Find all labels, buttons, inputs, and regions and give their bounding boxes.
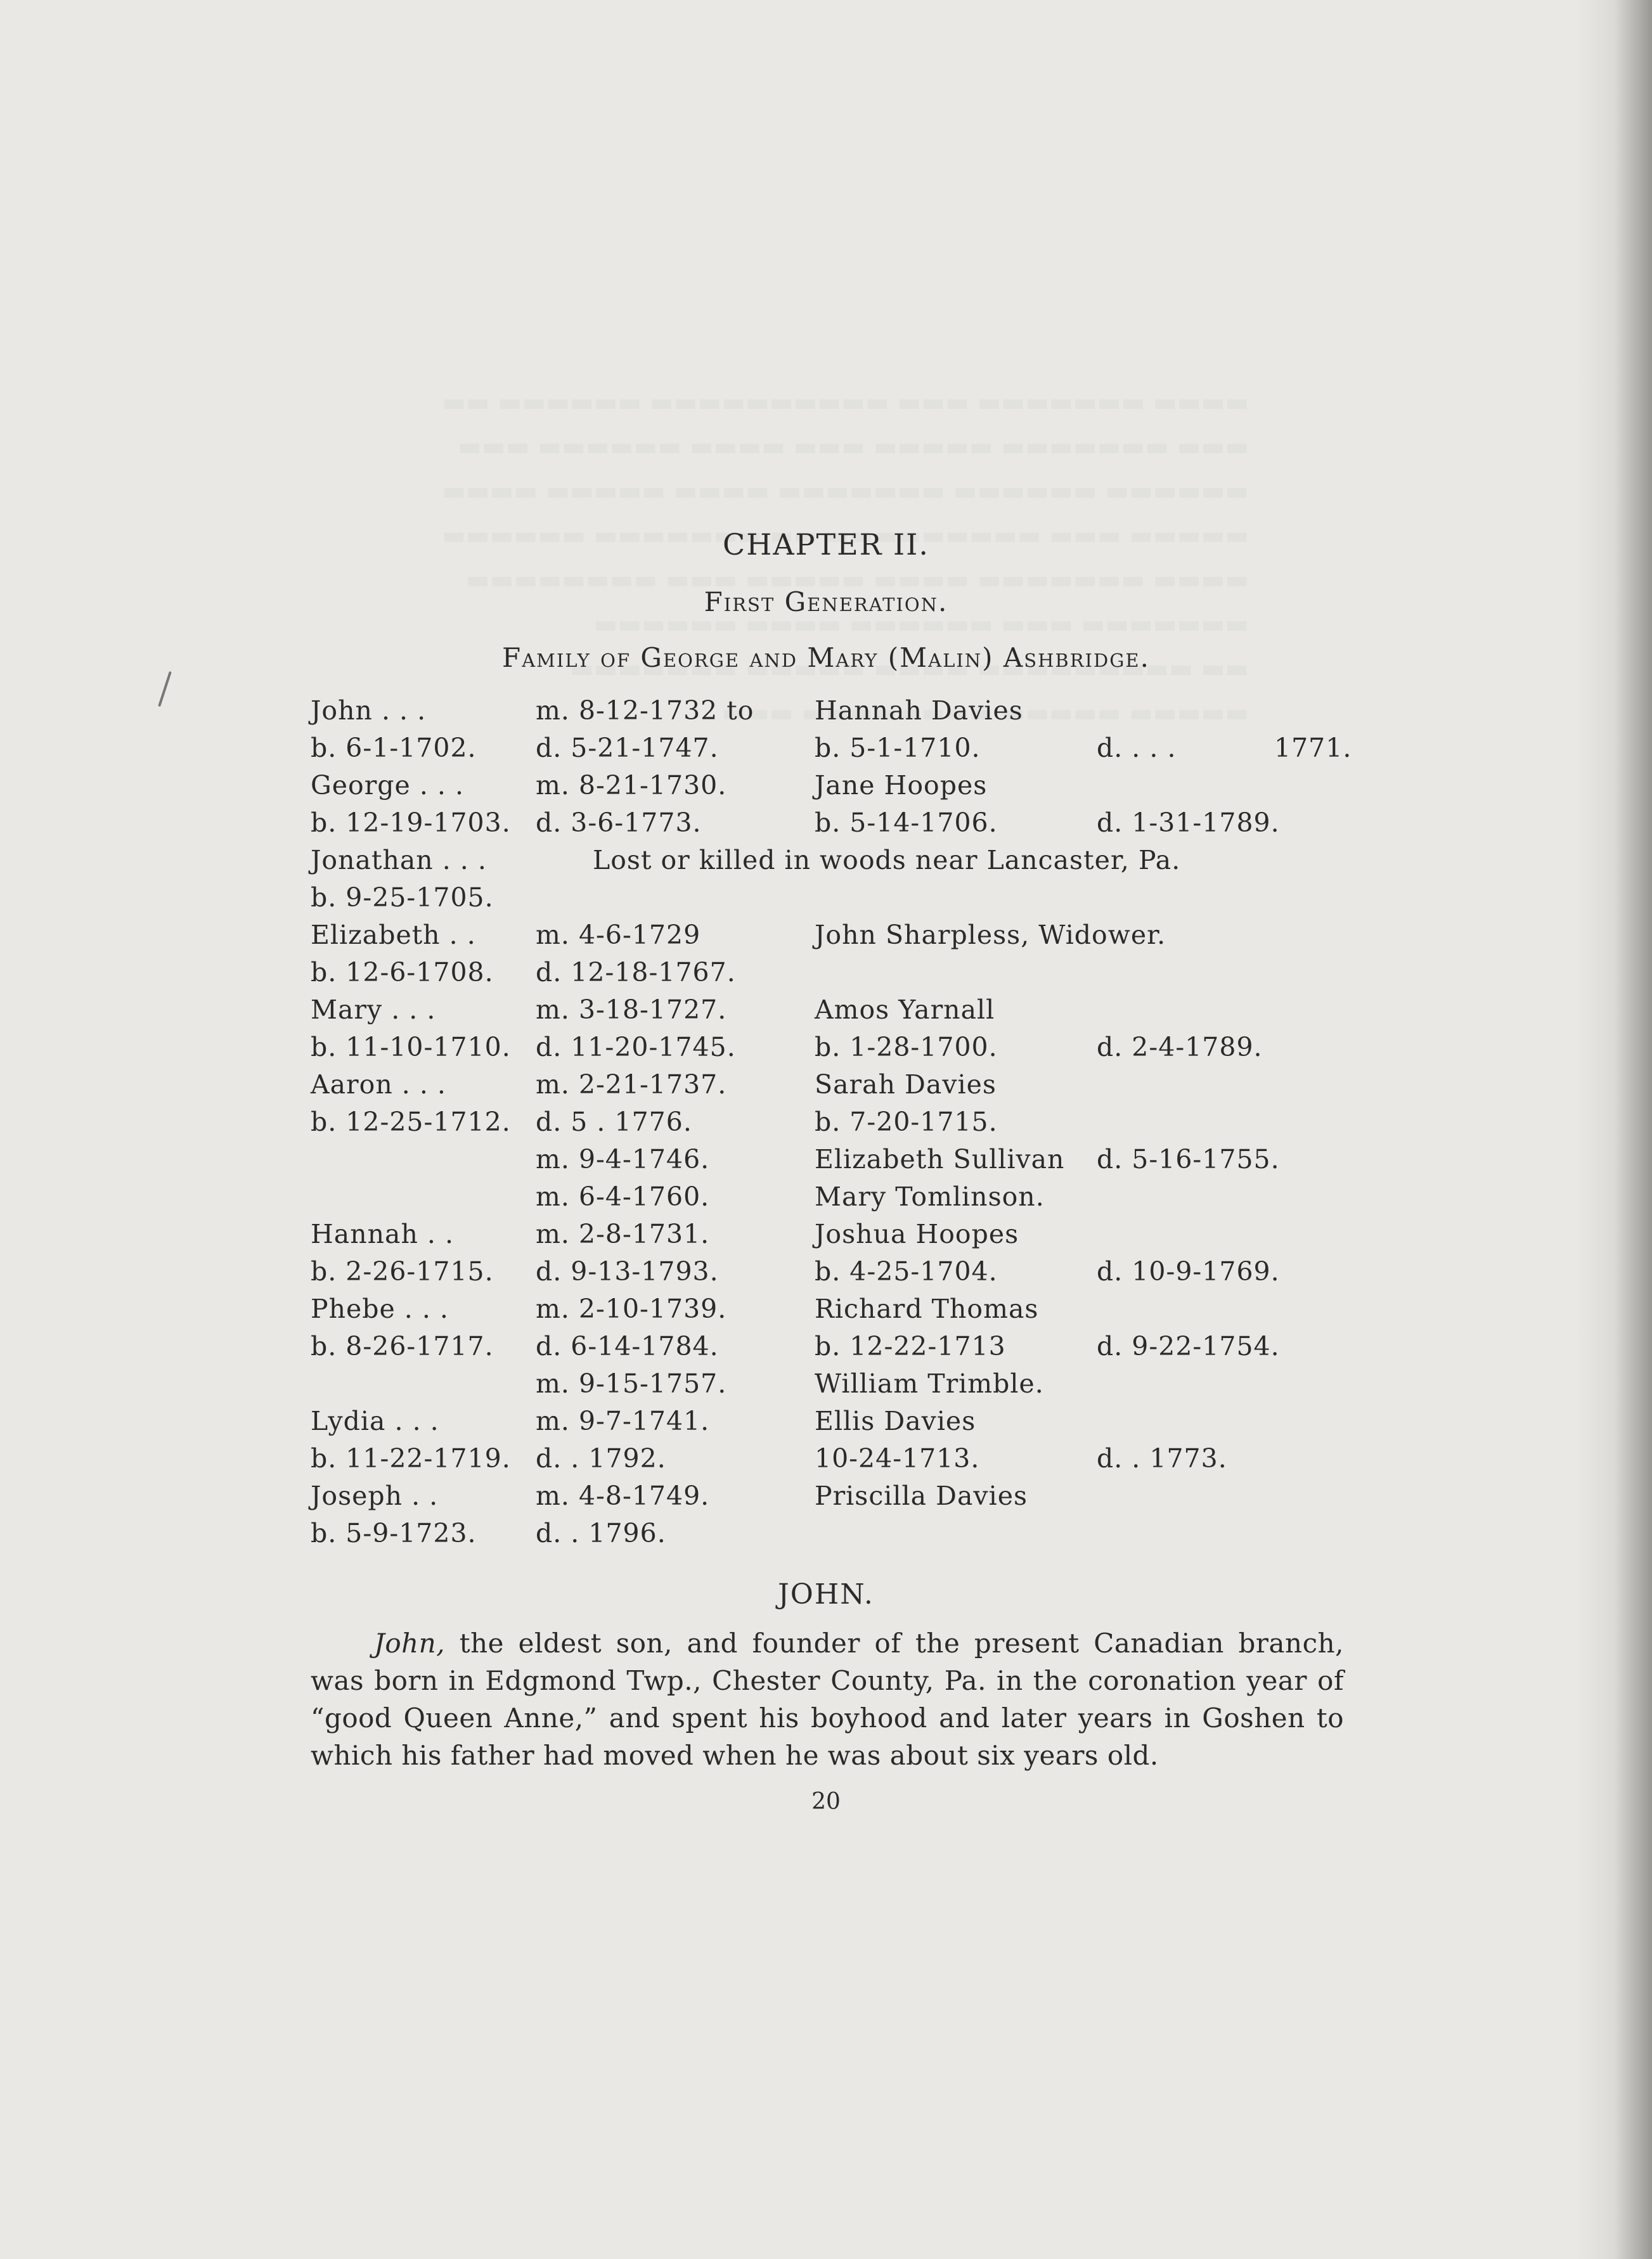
register-death: d. . 1796. [536, 1518, 666, 1548]
register-row [311, 1107, 1388, 1145]
register-marriage: m. 2-10-1739. [536, 1294, 727, 1324]
register-spouse-birth: b. 1-28-1700. [815, 1032, 998, 1062]
register-spouse-death: d. 2-4-1789. [1097, 1032, 1263, 1062]
register-marriage: m. 2-8-1731. [536, 1219, 710, 1249]
chapter-title: CHAPTER II. [723, 527, 929, 562]
pencil-mark [158, 671, 172, 707]
register-marriage: m. 8-21-1730. [536, 770, 727, 801]
register-spouse-death: d. . 1773. [1097, 1443, 1227, 1474]
register-death: d. 5-21-1747. [536, 733, 719, 763]
register-marriage: m. 2-21-1737. [536, 1069, 727, 1100]
register-death: d. 11-20-1745. [536, 1032, 736, 1062]
register-birth: b. 5-9-1723. [311, 1518, 477, 1548]
register-birth: b. 11-10-1710. [311, 1032, 511, 1062]
register-birth: b. 8-26-1717. [311, 1331, 494, 1361]
register-marriage: m. 4-6-1729 [536, 920, 701, 950]
register-marriage: m. 9-7-1741. [536, 1406, 710, 1436]
register-spouse: Joshua Hoopes [815, 1219, 1019, 1249]
register-birth: b. 12-19-1703. [311, 808, 511, 838]
register-birth: b. 9-25-1705. [311, 882, 494, 913]
register-spouse: Ellis Davies [815, 1406, 976, 1436]
register-row [311, 845, 1388, 883]
register-marriage: m. 8-12-1732 to [536, 695, 754, 726]
page-number: 20 [811, 1789, 841, 1815]
register-spouse-death: d. 9-22-1754. [1097, 1331, 1280, 1361]
register-marriage: m. 3-18-1727. [536, 994, 727, 1025]
register-row [311, 1294, 1388, 1332]
family-heading: Family of George and Mary (Malin) Ashbridge. [502, 642, 1150, 673]
register-death: d. 3-6-1773. [536, 808, 702, 838]
register-row [311, 770, 1388, 808]
register-spouse: Richard Thomas [815, 1294, 1039, 1324]
register-spouse-birth: b. 5-14-1706. [815, 808, 998, 838]
register-spouse-death: d. 5-16-1755. [1097, 1144, 1280, 1175]
section-title: JOHN. [778, 1578, 874, 1611]
register-birth: b. 11-22-1719. [311, 1443, 511, 1474]
register-row [311, 1518, 1388, 1556]
paragraph-lead: John, [374, 1628, 446, 1659]
register-row [311, 1144, 1388, 1182]
register-name: Phebe . . . [311, 1294, 449, 1324]
register-spouse: Priscilla Davies [815, 1481, 1028, 1511]
register-spouse-birth: 10-24-1713. [815, 1443, 980, 1474]
register-row [311, 882, 1388, 920]
register-spouse: Jane Hoopes [815, 770, 988, 801]
register-row [311, 994, 1388, 1033]
register-birth: b. 12-25-1712. [311, 1107, 511, 1137]
register-spouse-death: d. . . . [1097, 733, 1177, 763]
register-spouse-death: d. 10-9-1769. [1097, 1256, 1280, 1287]
register-birth: b. 6-1-1702. [311, 733, 477, 763]
register-death: d. 12-18-1767. [536, 957, 736, 988]
register-death: d. 6-14-1784. [536, 1331, 719, 1361]
register-row [311, 1069, 1388, 1107]
paragraph-text: the eldest son, and founder of the present Canadian branch, was born in Edgmond Twp., Chester County, Pa. in the coronation year of “good Queen Anne,” and spent his boyhood and later years in Goshen to which his father had moved when he was about six years old. [311, 1628, 1344, 1771]
page-edge-shadow [1576, 0, 1652, 2259]
register-name: Lydia . . . [311, 1406, 439, 1436]
register-name: Mary . . . [311, 994, 436, 1025]
register-name: Joseph . . [311, 1481, 439, 1511]
register-row [311, 1481, 1388, 1519]
register-death: d. . 1792. [536, 1443, 666, 1474]
register-spouse-death: d. 1-31-1789. [1097, 808, 1280, 838]
register-spouse-death-year: 1771. [1274, 733, 1352, 763]
register-spouse: Hannah Davies [815, 695, 1023, 726]
register-birth: b. 2-26-1715. [311, 1256, 494, 1287]
register-marriage: m. 6-4-1760. [536, 1181, 710, 1212]
register-death: d. 9-13-1793. [536, 1256, 719, 1287]
register-marriage: m. 9-4-1746. [536, 1144, 710, 1175]
register-name: Elizabeth . . [311, 920, 476, 950]
register-spouse: John Sharpless, Widower. [815, 920, 1166, 950]
register-spouse: Sarah Davies [815, 1069, 997, 1100]
register-name: George . . . [311, 770, 465, 801]
generation-heading: First Generation. [704, 586, 948, 617]
register-row [311, 1256, 1388, 1294]
register-name: John . . . [311, 695, 427, 726]
register-row [311, 1181, 1388, 1220]
register-row [311, 733, 1388, 771]
register-row [311, 1406, 1388, 1444]
register-spouse: Amos Yarnall [815, 994, 995, 1025]
register-marriage: m. 9-15-1757. [536, 1368, 727, 1399]
register-spouse: William Trimble. [815, 1368, 1044, 1399]
register-name: Hannah . . [311, 1219, 454, 1249]
register-row [311, 1331, 1388, 1369]
register-row [311, 695, 1388, 733]
register-row [311, 1219, 1388, 1257]
register-row [311, 957, 1388, 995]
register-spouse: Mary Tomlinson. [815, 1181, 1045, 1212]
register-row [311, 1443, 1388, 1481]
register-spouse-birth: b. 5-1-1710. [815, 733, 981, 763]
register-death: d. 5 . 1776. [536, 1107, 692, 1137]
register-spouse: Elizabeth Sullivan [815, 1144, 1065, 1175]
register-spouse-birth: b. 12-22-1713 [815, 1331, 1006, 1361]
register-spouse-birth: b. 4-25-1704. [815, 1256, 998, 1287]
register-name: Aaron . . . [311, 1069, 446, 1100]
register-row [311, 920, 1388, 958]
register-birth: b. 12-6-1708. [311, 957, 494, 988]
register-note: Lost or killed in woods near Lancaster, Pa. [593, 845, 1181, 875]
body-paragraph [311, 1625, 1344, 1774]
register-row [311, 1368, 1388, 1406]
register-marriage: m. 4-8-1749. [536, 1481, 710, 1511]
register-name: Jonathan . . . [311, 845, 487, 875]
register-row [311, 808, 1388, 846]
register-spouse-birth: b. 7-20-1715. [815, 1107, 998, 1137]
register-row [311, 1032, 1388, 1070]
